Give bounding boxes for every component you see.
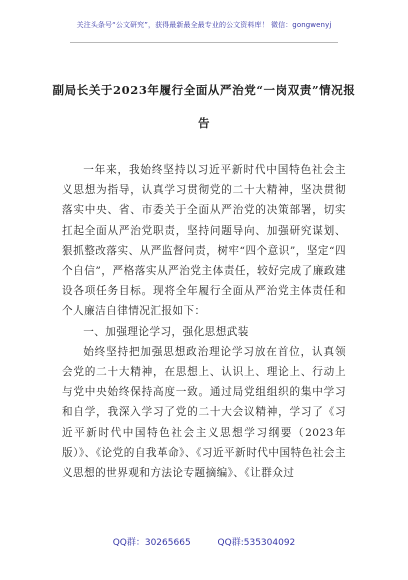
header-divider (70, 42, 338, 43)
document-title: 副局长关于2023年履行全面从严治党“一岗双责”情况报告 (52, 83, 356, 130)
document-body (62, 160, 346, 483)
footer-contacts (0, 535, 408, 548)
footer-qq-group-1: QQ群：30265665 (112, 538, 191, 548)
body-paragraph-1: 一年来，我始终坚持以习近平新时代中国特色社会主义思想为指导，认真学习贯彻党的二十大精神，坚决贯彻落实中央、省、市委关于全面从严治党的决策部署，切实扛起全面从严治党职责，坚持问题导向、加强研究谋划、狠抓整改落实、从严监督问责，树牢“四个意识”，坚定“四个自信”，严格落实从严治党主体责任，较好完成了廉政建设各项任务目标。现将全年履行全面从严治党主体责任和个人廉洁自律情况汇报如下： (62, 164, 346, 318)
body-paragraph-2: 始终坚持把加强思想政治理论学习放在首位，认真领会党的二十大精神，在思想上、认识上、理论上、行动上与党中央始终保持高度一致。通过局党组组织的集中学习和自学，我深入学习了党的二十大会议精神，学习了《习近平新时代中国特色社会主义思想学习纲要（2023年版）》、《论党的自我革命》、《习近平新时代中国特色社会主义思想的世界观和方法论专题摘编》、《让群众过 (62, 345, 346, 480)
header-banner: 关注头条号“公文研究”，获得最新最全最专业的公文资料库！ 微信：gongwenyj (76, 21, 332, 29)
footer-qq-group-2: QQ群:535304092 (217, 538, 296, 548)
section-heading-1: 一、加强理论学习，强化思想武装 (83, 325, 249, 338)
